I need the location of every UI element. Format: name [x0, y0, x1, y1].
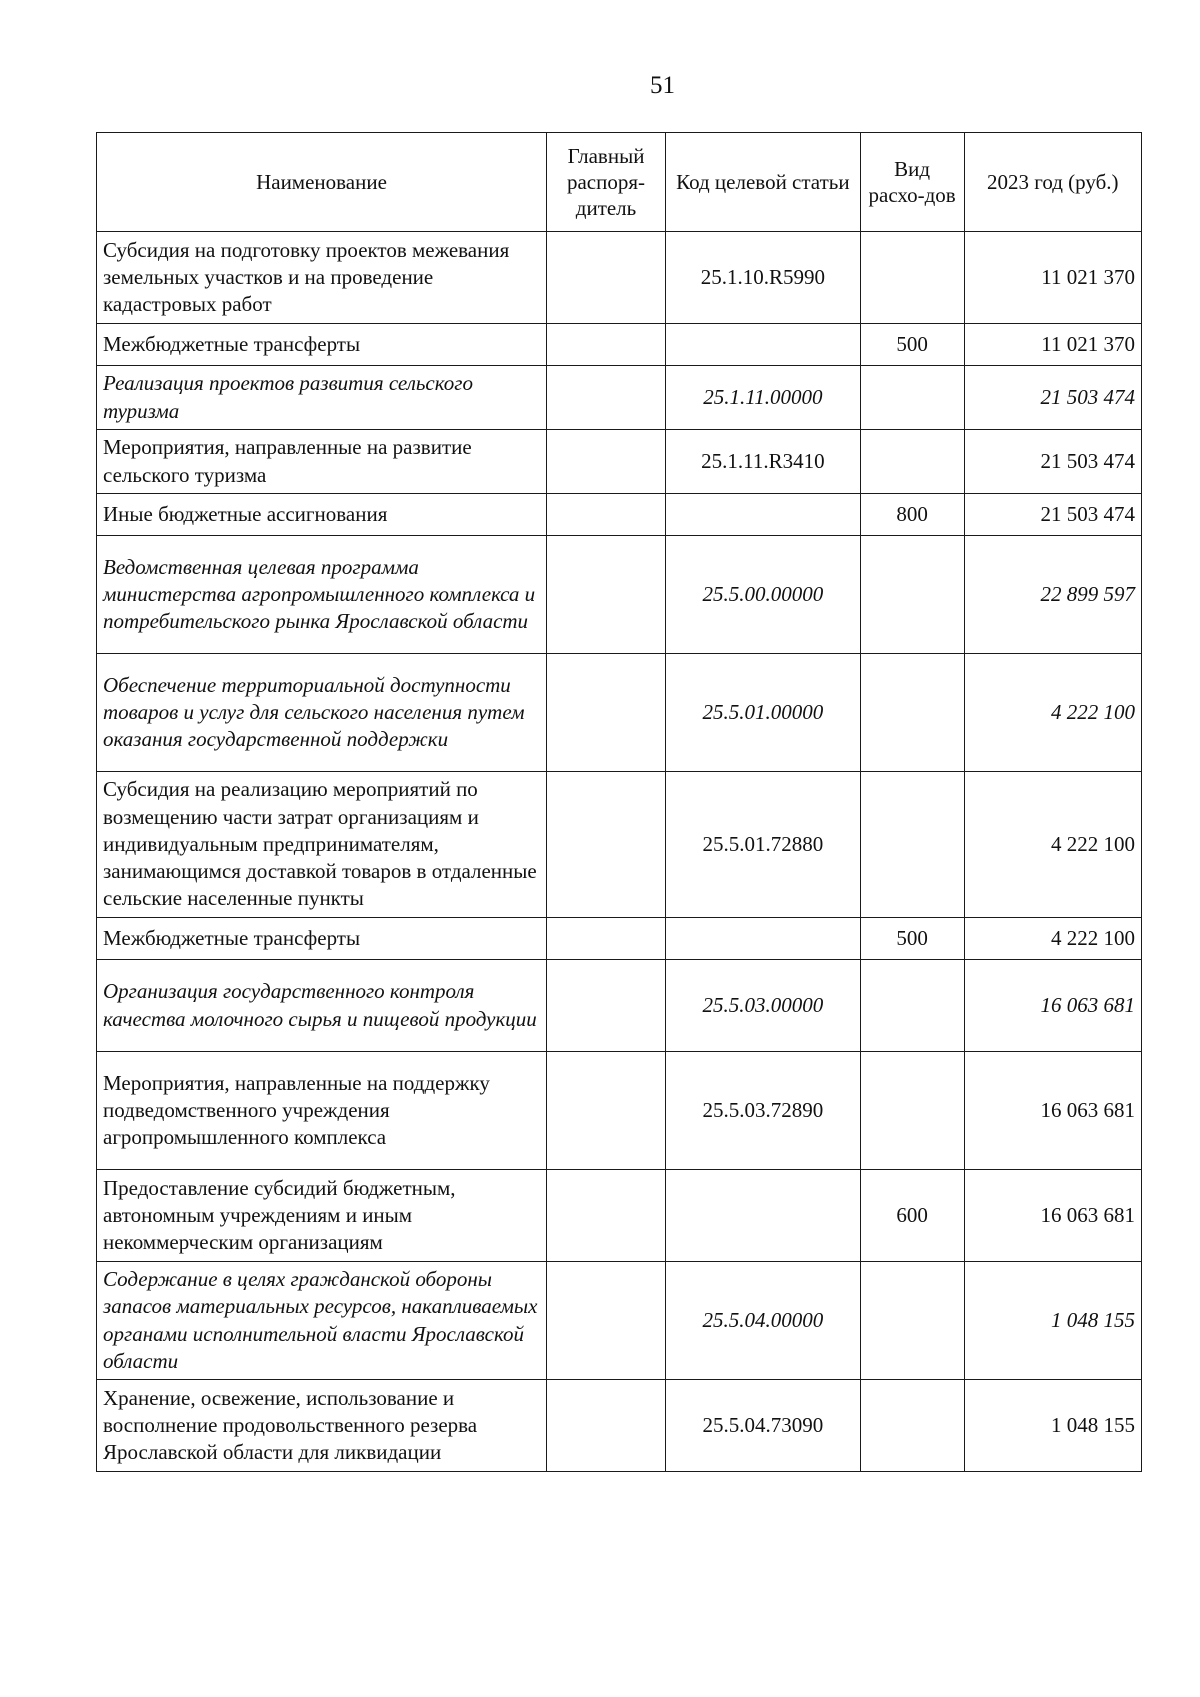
row-admin [547, 1262, 666, 1380]
row-type [860, 772, 964, 918]
row-code [666, 494, 861, 536]
row-name: Мероприятия, направленные на развитие сельского туризма [97, 430, 547, 494]
header-type: Вид расхо-дов [860, 133, 964, 232]
row-admin [547, 960, 666, 1052]
row-type: 600 [860, 1170, 964, 1262]
row-amount: 16 063 681 [964, 960, 1141, 1052]
row-admin [547, 494, 666, 536]
row-type: 500 [860, 324, 964, 366]
header-row [97, 133, 1142, 232]
table-header [97, 133, 1142, 232]
row-amount: 11 021 370 [964, 324, 1141, 366]
row-admin [547, 772, 666, 918]
row-type [860, 536, 964, 654]
row-name: Обеспечение территориальной доступности товаров и услуг для сельского населения путем оказания государственной поддержки [97, 654, 547, 772]
row-amount: 21 503 474 [964, 430, 1141, 494]
row-admin [547, 918, 666, 960]
table-row [97, 654, 1142, 772]
row-code [666, 324, 861, 366]
row-name: Предоставление субсидий бюджетным, автономным учреждениям и иным некоммерческим организациям [97, 1170, 547, 1262]
table-row [97, 1052, 1142, 1170]
row-type [860, 430, 964, 494]
row-code: 25.5.04.73090 [666, 1380, 861, 1472]
row-amount: 21 503 474 [964, 494, 1141, 536]
row-type: 500 [860, 918, 964, 960]
row-admin [547, 324, 666, 366]
row-code: 25.5.03.72890 [666, 1052, 861, 1170]
row-code [666, 1170, 861, 1262]
budget-table [96, 132, 1142, 1472]
row-name: Мероприятия, направленные на поддержку подведомственного учреждения агропромышленного комплекса [97, 1052, 547, 1170]
row-type [860, 366, 964, 430]
header-admin: Главный распоря-дитель [547, 133, 666, 232]
row-amount: 16 063 681 [964, 1170, 1141, 1262]
row-name: Организация государственного контроля качества молочного сырья и пищевой продукции [97, 960, 547, 1052]
row-type [860, 960, 964, 1052]
table-row [97, 772, 1142, 918]
table-row [97, 960, 1142, 1052]
row-code: 25.5.00.00000 [666, 536, 861, 654]
row-name: Хранение, освежение, использование и восполнение продовольственного резерва Ярославской области для ликвидации [97, 1380, 547, 1472]
row-amount: 4 222 100 [964, 654, 1141, 772]
row-name: Субсидия на подготовку проектов межевания земельных участков и на проведение кадастровых работ [97, 232, 547, 324]
row-name: Реализация проектов развития сельского туризма [97, 366, 547, 430]
row-type [860, 1052, 964, 1170]
row-name: Межбюджетные трансферты [97, 918, 547, 960]
table-row [97, 918, 1142, 960]
table-row [97, 494, 1142, 536]
row-type: 800 [860, 494, 964, 536]
row-code: 25.1.11.R3410 [666, 430, 861, 494]
row-admin [547, 536, 666, 654]
row-name: Субсидия на реализацию мероприятий по возмещению части затрат организациям и индивидуальным предпринимателям, занимающимся доставкой товаров в отдаленные сельские населенные пункты [97, 772, 547, 918]
row-amount: 22 899 597 [964, 536, 1141, 654]
row-amount: 21 503 474 [964, 366, 1141, 430]
row-amount: 1 048 155 [964, 1380, 1141, 1472]
table-row [97, 232, 1142, 324]
row-type [860, 232, 964, 324]
row-admin [547, 232, 666, 324]
row-amount: 4 222 100 [964, 918, 1141, 960]
table-row [97, 324, 1142, 366]
row-admin [547, 430, 666, 494]
row-code: 25.1.11.00000 [666, 366, 861, 430]
table-row [97, 366, 1142, 430]
row-name: Ведомственная целевая программа министерства агропромышленного комплекса и потребительского рынка Ярославской области [97, 536, 547, 654]
table-row [97, 536, 1142, 654]
row-amount: 4 222 100 [964, 772, 1141, 918]
row-amount: 1 048 155 [964, 1262, 1141, 1380]
table-body [97, 232, 1142, 1472]
row-admin [547, 1170, 666, 1262]
page-number: 51 [650, 72, 675, 99]
header-amount: 2023 год (руб.) [964, 133, 1141, 232]
row-code: 25.5.01.72880 [666, 772, 861, 918]
row-code: 25.5.01.00000 [666, 654, 861, 772]
table-row [97, 1262, 1142, 1380]
row-amount: 11 021 370 [964, 232, 1141, 324]
header-code: Код целевой статьи [666, 133, 861, 232]
table-row [97, 430, 1142, 494]
table-row [97, 1380, 1142, 1472]
header-name: Наименование [97, 133, 547, 232]
row-admin [547, 366, 666, 430]
row-admin [547, 1380, 666, 1472]
row-name: Содержание в целях гражданской обороны запасов материальных ресурсов, накапливаемых органами исполнительной власти Ярославской области [97, 1262, 547, 1380]
row-code [666, 918, 861, 960]
row-code: 25.1.10.R5990 [666, 232, 861, 324]
row-amount: 16 063 681 [964, 1052, 1141, 1170]
row-code: 25.5.03.00000 [666, 960, 861, 1052]
row-admin [547, 1052, 666, 1170]
row-name: Межбюджетные трансферты [97, 324, 547, 366]
row-type [860, 1380, 964, 1472]
table-row [97, 1170, 1142, 1262]
row-name: Иные бюджетные ассигнования [97, 494, 547, 536]
row-type [860, 654, 964, 772]
row-code: 25.5.04.00000 [666, 1262, 861, 1380]
row-type [860, 1262, 964, 1380]
row-admin [547, 654, 666, 772]
